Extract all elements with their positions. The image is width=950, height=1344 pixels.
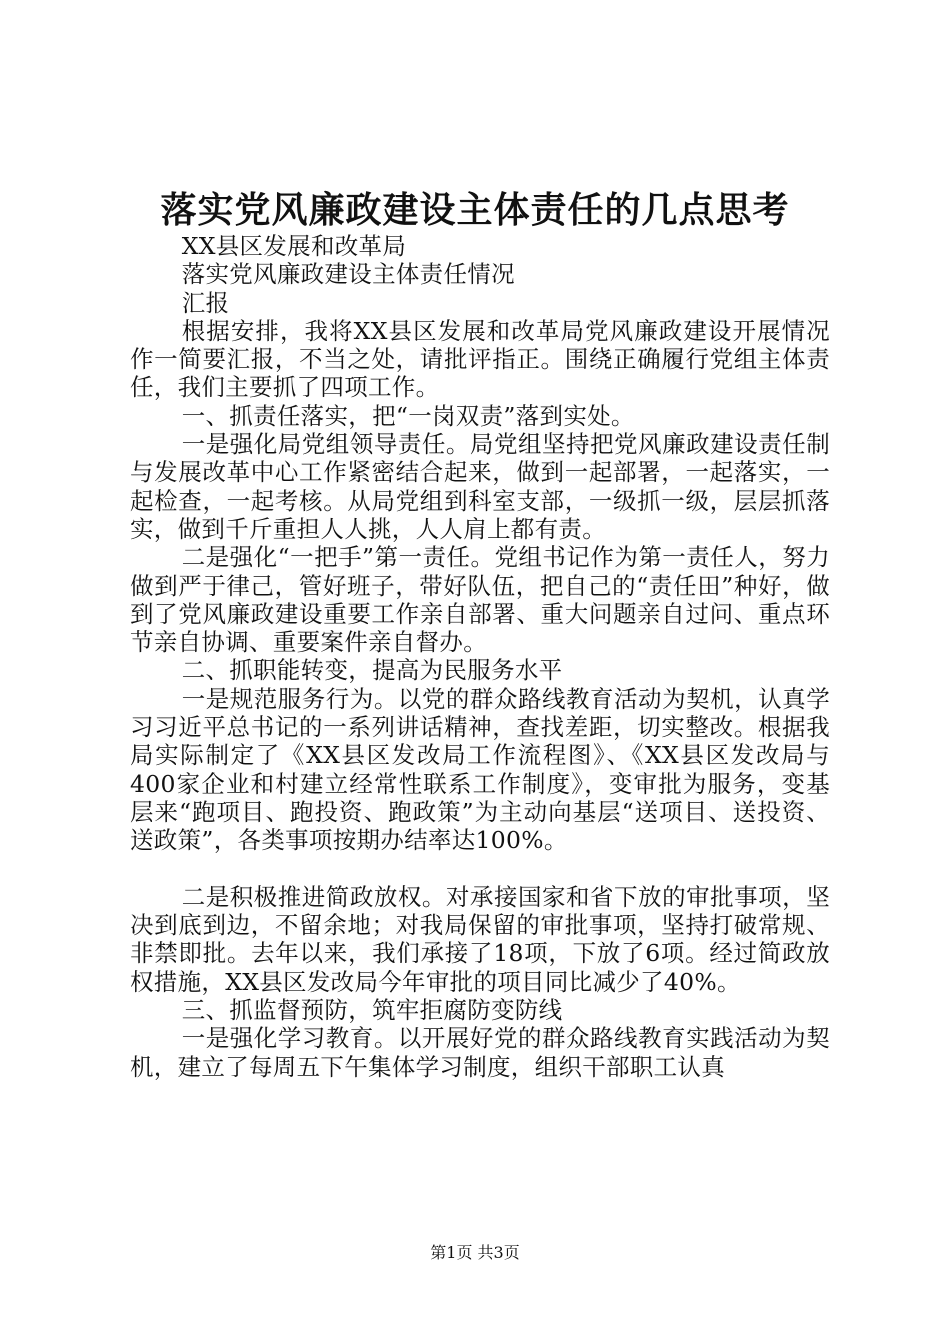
paragraph: XX县区发展和改革局 bbox=[181, 232, 407, 260]
page-number-footer: 第1页 共3页 bbox=[430, 1243, 520, 1262]
paragraph: 一是强化学习教育。以开展好党的群众路线教育实践活动为契机，建立了每周五下午集体学习制度，组织干部职工认真 bbox=[130, 1024, 830, 1081]
paragraph: 汇报 bbox=[181, 288, 230, 317]
document-title: 落实党风廉政建设主体责任的几点思考 bbox=[160, 189, 790, 231]
document-body bbox=[130, 232, 830, 1081]
paragraph: 一是规范服务行为。以党的群众路线教育活动为契机，认真学习习近平总书记的一系列讲话精神，查找差距，切实整改。根据我局实际制定了《XX县区发改局工作流程图》、《XX县区发改局与400家企业和村建立经常性联系工作制度》，变审批为服务，变基层来“跑项目、跑投资、跑政策”为主动向基层“送项目、送投资、送政策”，各类事项按期办结率达100%。 bbox=[130, 684, 830, 855]
section-heading: 三、抓监督预防，筑牢拒腐防变防线 bbox=[181, 996, 563, 1025]
paragraph: 根据安排，我将XX县区发展和改革局党风廉政建设开展情况作一简要汇报，不当之处，请批评指正。围绕正确履行党组主体责任，我们主要抓了四项工作。 bbox=[130, 316, 830, 402]
blank-line bbox=[130, 855, 830, 883]
paragraph: 一是强化局党组领导责任。局党组坚持把党风廉政建设责任制与发展改革中心工作紧密结合起来，做到一起部署，一起落实，一起检查，一起考核。从局党组到科室支部，一级抓一级，层层抓落实，做到千斤重担人人挑，人人肩上都有责。 bbox=[130, 430, 830, 543]
paragraph: 二是强化“一把手”第一责任。党组书记作为第一责任人，努力做到严于律己，管好班子，带好队伍，把自己的“责任田”种好，做到了党风廉政建设重要工作亲自部署、重大问题亲自过问、重点环节亲自协调、重要案件亲自督办。 bbox=[130, 543, 830, 657]
section-heading: 一、抓责任落实，把“一岗双责”落到实处。 bbox=[181, 401, 635, 430]
paragraph: 二是积极推进简政放权。对承接国家和省下放的审批事项，坚决到底到边，不留余地；对我局保留的审批事项，坚持打破常规、非禁即批。去年以来，我们承接了18项，下放了6项。经过简政放权措施，XX县区发改局今年审批的项目同比减少了40%。 bbox=[130, 882, 830, 996]
paragraph: 落实党风廉政建设主体责任情况 bbox=[181, 260, 515, 289]
section-heading: 二、抓职能转变，提高为民服务水平 bbox=[181, 656, 563, 685]
